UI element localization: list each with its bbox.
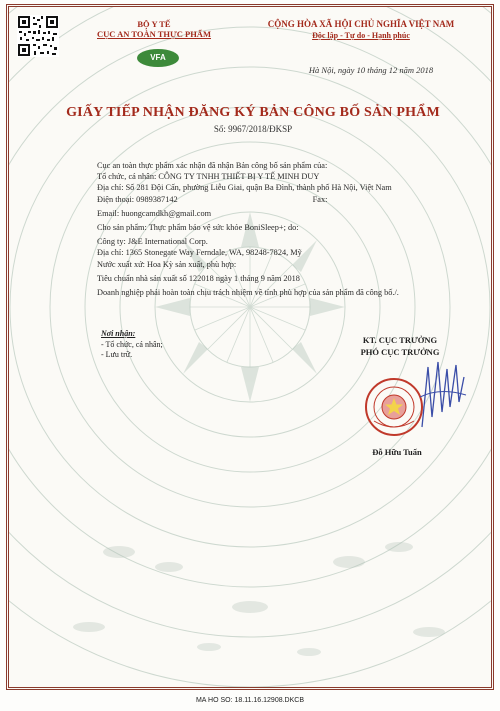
body-line: Cho sản phẩm: Thực phẩm bảo vệ sức khỏe BoniSleep+; do: bbox=[97, 223, 299, 233]
body-line: Cục an toàn thực phẩm xác nhận đã nhận Bản công bố sản phẩm của: bbox=[97, 161, 328, 170]
recipients-block bbox=[101, 329, 163, 361]
body-line: Tiêu chuẩn nhà sản xuất số 122018 ngày 1 tháng 9 năm 2018 bbox=[97, 273, 300, 283]
document-body bbox=[97, 160, 487, 298]
vfa-logo: VFA bbox=[137, 49, 179, 67]
issuer-header bbox=[79, 19, 229, 39]
signature-title bbox=[335, 334, 465, 358]
phone-fax-line bbox=[97, 194, 487, 205]
document-title: GIẤY TIẾP NHẬN ĐĂNG KÝ BẢN CÔNG BỐ SẢN PHẨM bbox=[66, 105, 440, 120]
signature-line-2: PHÓ CỤC TRƯỞNG bbox=[360, 347, 440, 357]
recipient-item: - Lưu trữ. bbox=[101, 350, 133, 359]
country-name: CỘNG HÒA XÃ HỘI CHỦ NGHĨA VIỆT NAM bbox=[267, 19, 455, 29]
dossier-code: MA HO SO: 18.11.16.12908.DKCB bbox=[195, 697, 305, 704]
phone-line: Điện thoại: 0989387142 bbox=[97, 194, 178, 204]
body-line: Địa chỉ: 1365 Stonegate Way Ferndale, WA, 98248-7824, Mỹ bbox=[97, 248, 302, 258]
body-line: Doanh nghiệp phải hoàn toàn chịu trách nhiệm về tính phù hợp của sản phẩm đã công bố./. bbox=[97, 288, 399, 298]
handwritten-signature bbox=[414, 357, 470, 437]
document-sheet bbox=[6, 4, 494, 690]
national-header bbox=[231, 19, 491, 40]
body-line: Địa chỉ: Số 281 Đội Cấn, phường Liễu Giai, quận Ba Đình, thành phố Hà Nội, Việt Nam bbox=[97, 183, 392, 193]
qr-code[interactable] bbox=[17, 15, 59, 57]
body-line: Tổ chức, cá nhân: CÔNG TY TNHH THIẾT BỊ Y TẾ MINH DUY bbox=[97, 172, 320, 182]
national-motto: Độc lập - Tự do - Hạnh phúc bbox=[312, 31, 410, 40]
recipients-heading: Nơi nhận: bbox=[101, 329, 136, 338]
email-line: Email: huongcamdkh@gmail.com bbox=[97, 208, 212, 218]
body-line: Nước xuất xứ: Hoa Kỳ sản xuất, phù hợp: bbox=[97, 259, 237, 269]
fax-label: Fax: bbox=[312, 194, 328, 204]
body-line: Công ty: J&E International Corp. bbox=[97, 237, 208, 247]
place-date: Hà Nội, ngày 10 tháng 12 năm 2018 bbox=[308, 65, 434, 75]
signer-name: Đỗ Hữu Tuấn bbox=[372, 447, 422, 457]
recipient-item: - Tổ chức, cá nhân; bbox=[101, 339, 163, 349]
ministry-name: BỘ Y TẾ bbox=[137, 19, 171, 29]
document-number: Số: 9967/2018/ĐKSP bbox=[213, 124, 293, 134]
department-name: CỤC AN TOÀN THỰC PHẨM bbox=[97, 29, 211, 39]
signature-line-1: KT. CỤC TRƯỞNG bbox=[362, 335, 438, 345]
